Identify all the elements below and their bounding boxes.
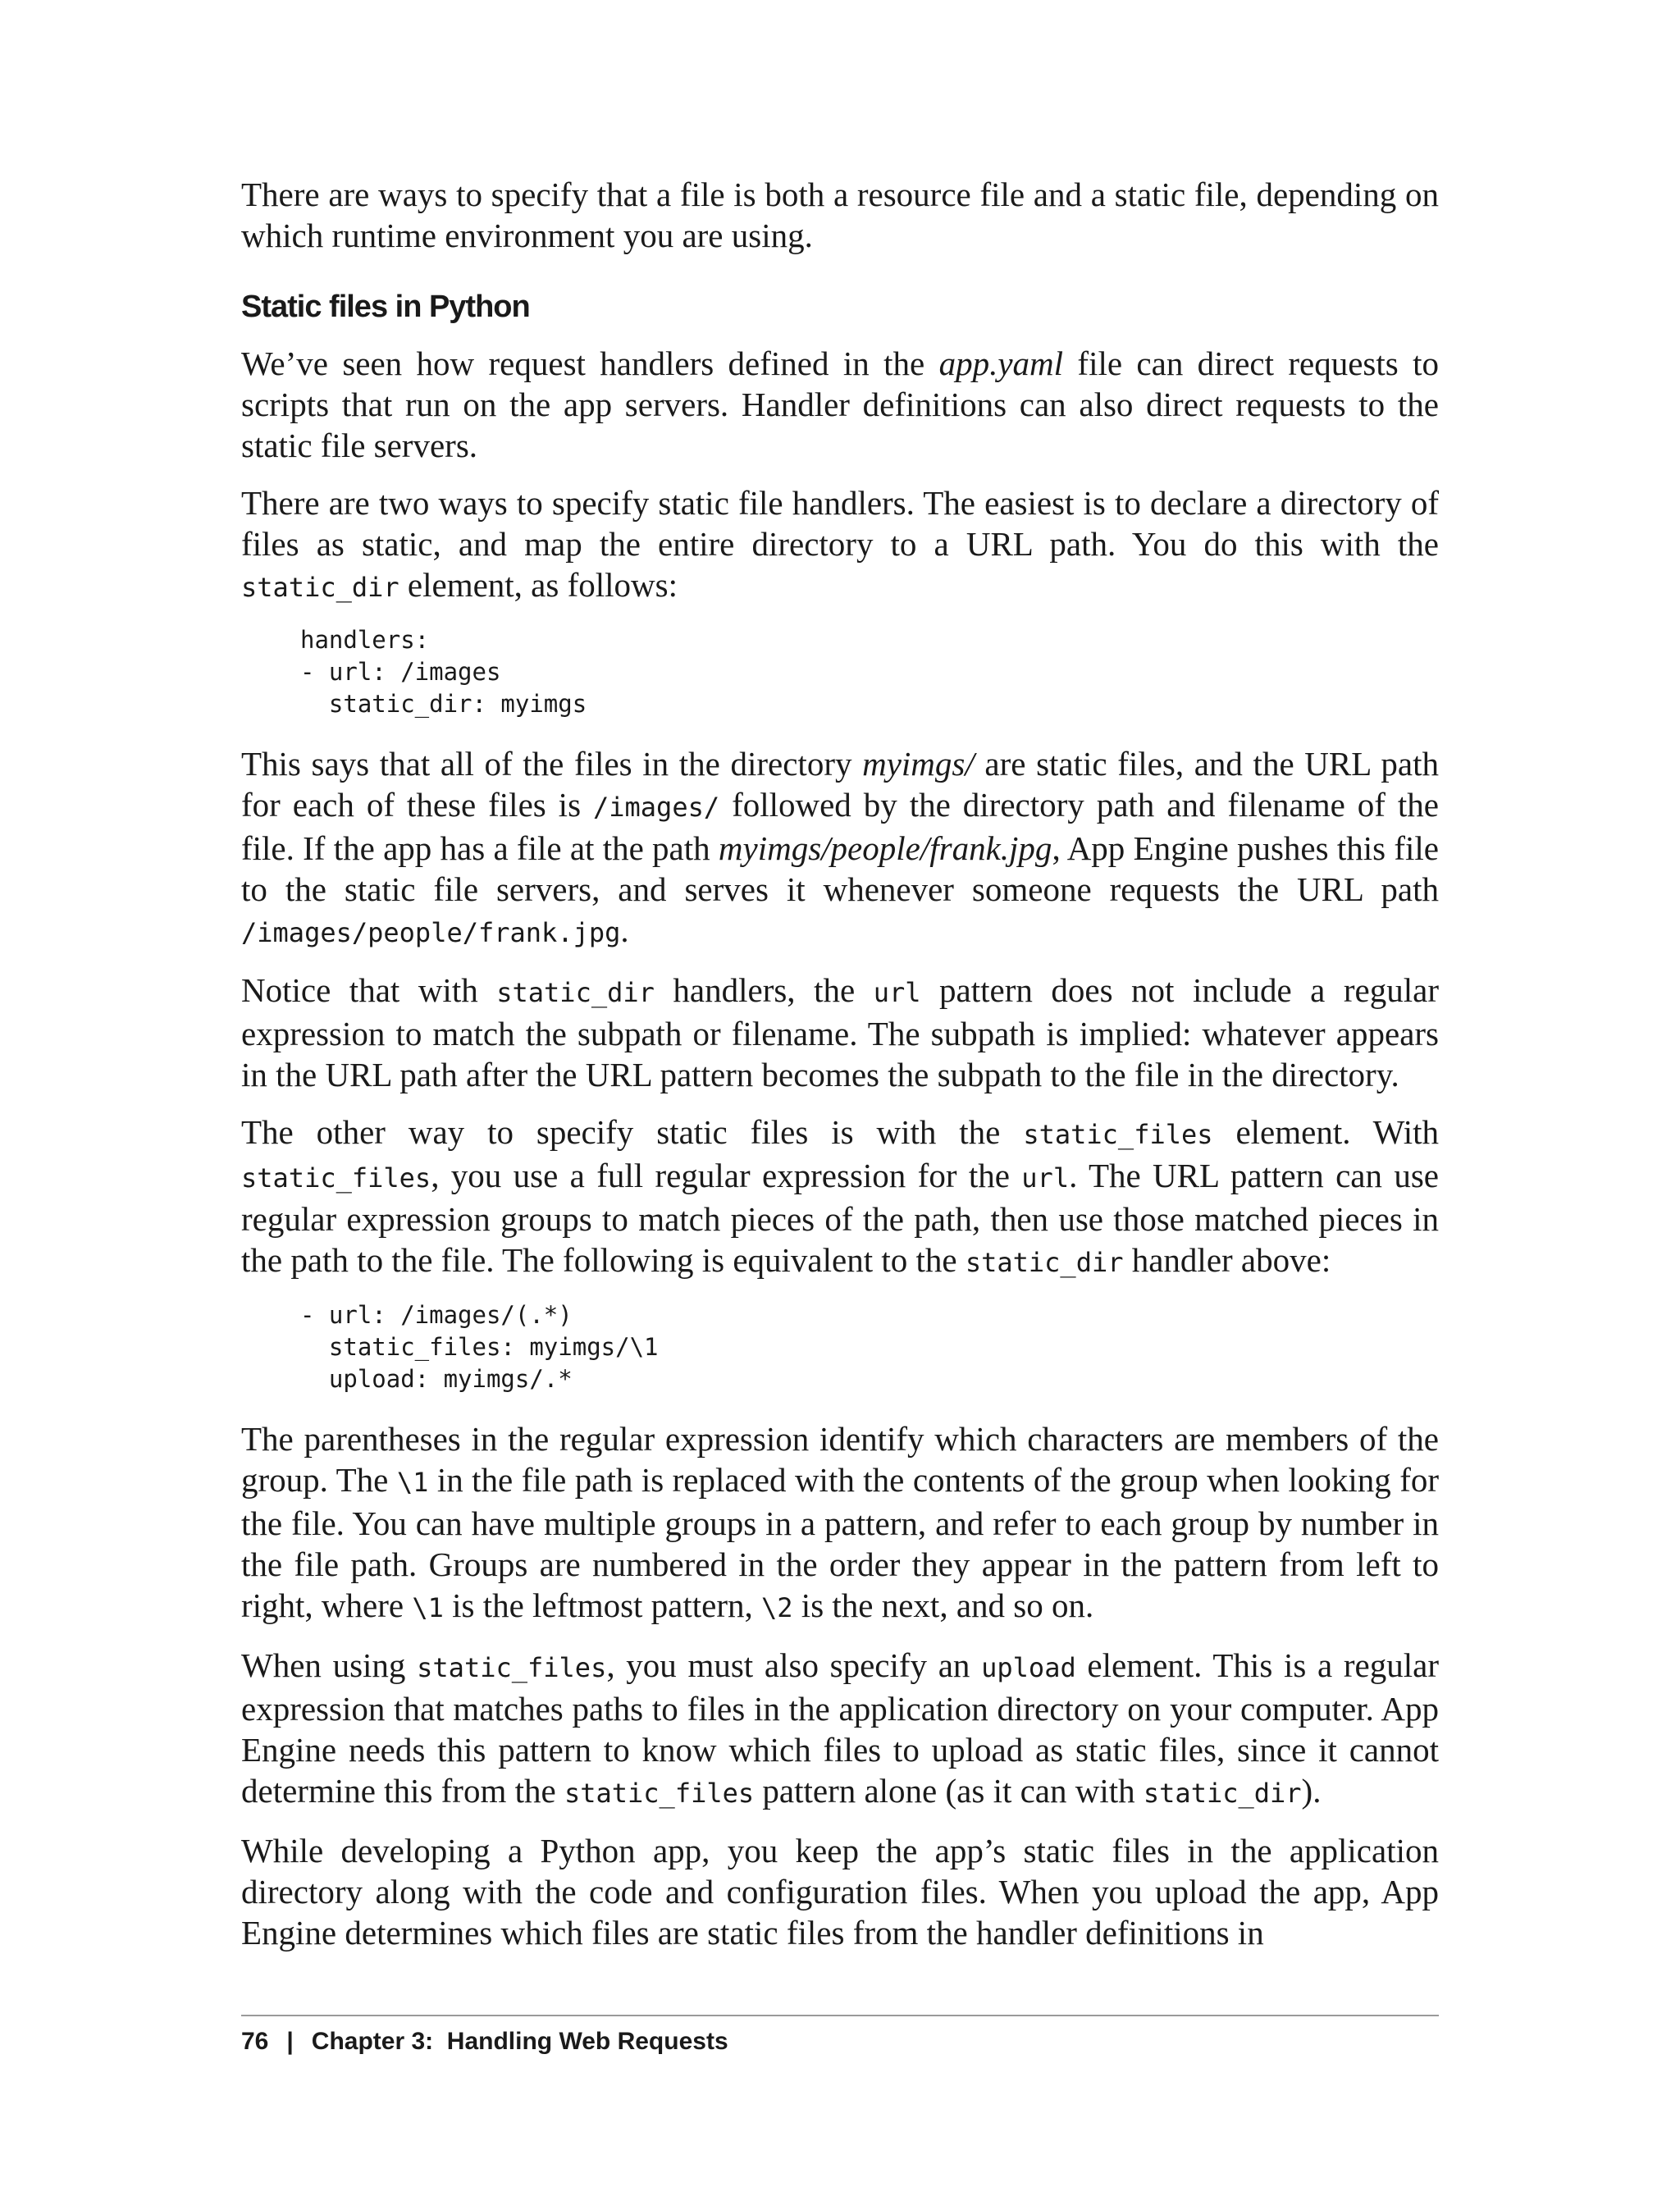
footer-divider [241,2015,1439,2016]
intro-paragraph: There are ways to specify that a file is both a resource file and a static file, depending on which runtime environment you are using. [241,176,1439,254]
code-url: url [873,977,921,1008]
code-upload: upload [981,1652,1076,1683]
page-footer [241,2025,728,2059]
page-number: 76 [241,2028,269,2055]
chapter-title: Chapter 3: Handling Web Requests [311,2028,728,2055]
code-static-files-2: static_files [241,1162,431,1194]
code-images-path: /images/ [592,792,720,823]
code-static-files-4: static_files [564,1778,755,1809]
paragraph-subpath: Notice that with static_dir handlers, the url pattern does not include a regular expression to match the subpath or filename. The subpath is implied: whatever appears in the URL path after the URL pattern becomes the subpath to the file in the directory. [241,971,1439,1093]
code-static-dir-4: static_dir [1143,1778,1302,1809]
page-body [241,174,1439,1970]
path-myimgs: myimgs/ [862,745,975,783]
code-static-files: static_files [1023,1119,1213,1150]
paragraph-upload: When using static_files, you must also specify an upload element. This is a regular expression that matches paths to files in the application directory on your computer. App Engine needs this pattern to know which files to upload as static files, since it cannot determine this from the static_files pattern alone (as it can with static_dir). [241,1646,1439,1810]
code-backref-1b: \1 [412,1592,444,1623]
filename-app-yaml: app.yaml [938,345,1064,382]
code-frank-url: /images/people/frank.jpg [241,917,621,948]
code-static-dir-2: static_dir [496,977,655,1008]
path-frank-jpg: myimgs/people/frank.jpg [718,829,1052,867]
code-block-static-files: - url: /images/(.*) static_files: myimgs/\1 upload: myimgs/.* [300,1301,659,1393]
code-url-2: url [1021,1162,1070,1194]
code-backref-2: \2 [761,1592,793,1623]
paragraph-request-handlers: We’ve seen how request handlers defined in the app.yaml file can direct requests to scripts that run on the app servers. Handler definitions can also direct requests to the static file servers. [241,345,1439,464]
code-static-files-3: static_files [417,1652,607,1683]
paragraph-static-files: The other way to specify static files is with the static_files element. With static_files, you use a full regular expression for the url. The URL pattern can use regular expression groups to match pieces of the path, then use those matched pieces in the path to the file. The following is equivalent to the static_dir handler above: [241,1113,1439,1279]
paragraph-myimgs-explanation: This says that all of the files in the directory myimgs/ are static files, and the URL path for each of these files is /images/ followed by the directory path and filename of the file. If the app has a file at the path myimgs/people/frank.jpg, App Engine pushes this file to the static file servers, and serves it whenever someone requests the URL path /images/people/frank.jpg. [241,745,1439,949]
code-backref-1: \1 [396,1467,429,1498]
paragraph-developing: While developing a Python app, you keep the app’s static files in the application directory along with the code and configuration files. When you upload the app, App Engine determines which files are static files from the handler definitions in [241,1832,1439,1952]
code-static-dir-3: static_dir [965,1247,1124,1278]
code-block-static-dir: handlers: - url: /images static_dir: myimgs [300,626,587,718]
paragraph-parentheses: The parentheses in the regular expression identify which characters are members of the group. The \1 in the file path is replaced with the contents of the group when looking for the file. You can have multiple groups in a pattern, and refer to each group by number in the file path. Groups are numbered in the order they appear in the pattern from left to right, where \1 is the leftmost pattern, \2 is the next, and so on. [241,1420,1439,1624]
section-heading: Static files in Python [241,290,530,324]
footer-separator: | [286,2028,294,2055]
code-static-dir: static_dir [241,572,399,603]
paragraph-static-dir-intro: There are two ways to specify static file handlers. The easiest is to declare a directory of files as static, and map the entire directory to a URL path. You do this with the static_dir element, as follows: [241,484,1439,604]
